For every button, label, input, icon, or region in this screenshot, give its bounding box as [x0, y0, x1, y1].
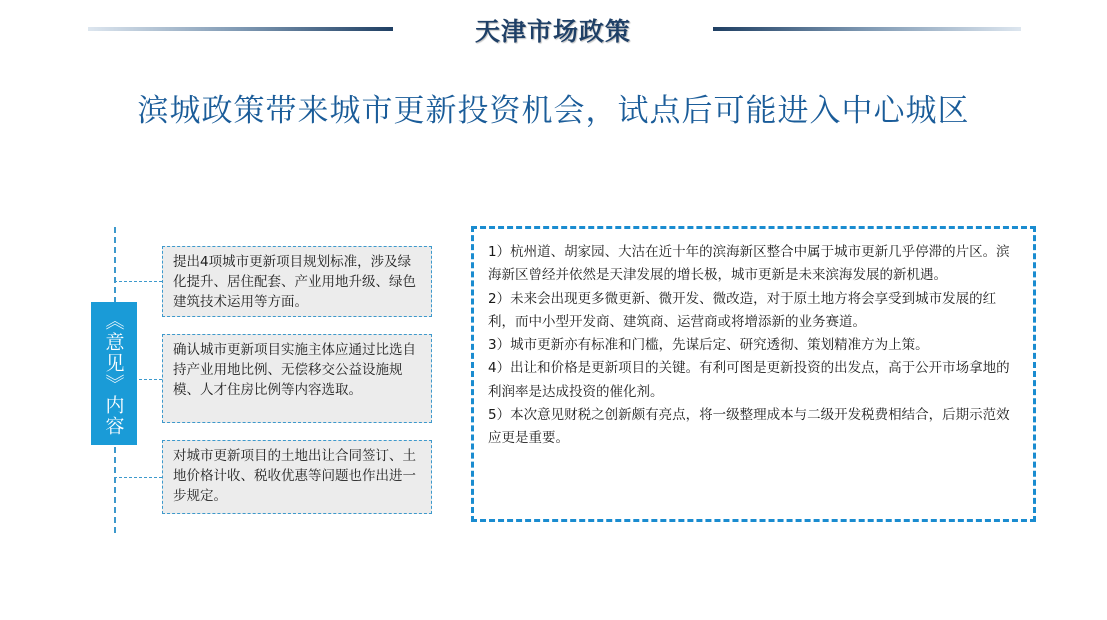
analysis-panel — [471, 226, 1036, 522]
analysis-item: 3）城市更新亦有标准和门槛，先谋后定、研究透彻、策划精准方为上策。 — [488, 337, 929, 354]
analysis-item: 4）出让和价格是更新项目的关键。有利可图是更新投资的出发点，高于公开市场拿地的利润率是达成投资的催化剂。 — [488, 360, 1010, 400]
topic-label-text: 《意见》内容 — [102, 310, 125, 437]
connector-branch — [114, 477, 162, 478]
point-box — [162, 334, 432, 423]
header-rule-left — [88, 27, 393, 31]
section-title: 天津市场政策 — [474, 17, 631, 46]
headline: 滨城政策带来城市更新投资机会，试点后可能进入中心城区 — [137, 93, 970, 129]
header-rule-right — [713, 27, 1021, 31]
analysis-item: 1）杭州道、胡家园、大沽在近十年的滨海新区整合中属于城市更新几乎停滞的片区。滨海新区曾经并依然是天津发展的增长极，城市更新是未来滨海发展的新机遇。 — [488, 244, 1010, 284]
point-box — [162, 440, 432, 514]
point-text: 确认城市更新项目实施主体应通过比选自持产业用地比例、无偿移交公益设施规模、人才住房比例等内容选取。 — [173, 342, 416, 398]
point-box — [162, 246, 432, 317]
point-text: 提出4项城市更新项目规划标准，涉及绿化提升、居住配套、产业用地升级、绿色建筑技术运用等方面。 — [173, 254, 416, 310]
analysis-item: 5）本次意见财税之创新颇有亮点，将一级整理成本与二级开发税费相结合，后期示范效应更是重要。 — [488, 407, 1010, 447]
topic-label-box — [91, 302, 137, 445]
connector-branch — [114, 281, 162, 282]
analysis-item: 2）未来会出现更多微更新、微开发、微改造，对于原土地方将会享受到城市发展的红利，而中小型开发商、建筑商、运营商或将增添新的业务赛道。 — [488, 290, 997, 330]
point-text: 对城市更新项目的土地出让合同签订、土地价格计收、税收优惠等问题也作出进一步规定。 — [173, 448, 416, 504]
